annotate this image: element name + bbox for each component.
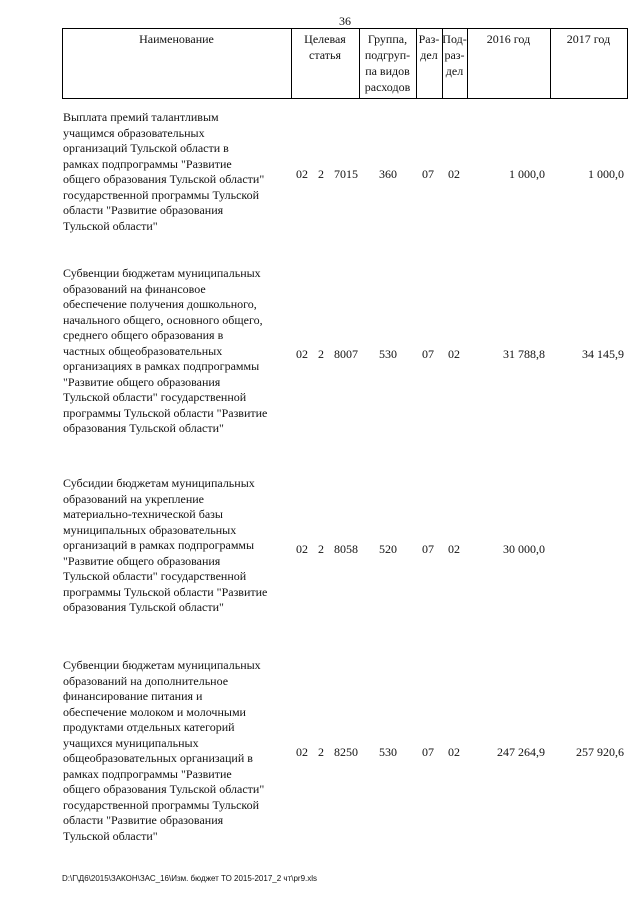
row-amount-2016: 30 000,0 xyxy=(503,542,545,556)
row-amount-2016: 247 264,9 xyxy=(497,745,545,759)
row-subprogram: 2 xyxy=(318,542,324,556)
row-amount-2017: 34 145,9 xyxy=(582,347,624,361)
row-name: Субсидии бюджетам муниципальных образований на укрепление материально-технической базы муниципальных образовательных организаций в рамках подпрограммы "Развитие общего образования Тульской области" государственной программы Тульской области "Развитие образования Тульской области" xyxy=(63,476,268,614)
row-direction: 7015 xyxy=(334,167,358,181)
header-subsection: Под- раз- дел xyxy=(442,32,467,78)
header-target-article: Целевая статья xyxy=(304,32,346,62)
header-expense-group: Группа, подгруп- па видов расходов xyxy=(364,32,411,94)
row-group: 530 xyxy=(379,347,397,361)
row-subprogram: 2 xyxy=(318,167,324,181)
row-section: 07 xyxy=(422,542,434,556)
row-name: Выплата премий талантливым учащимся образовательных организаций Тульской области в рамках подпрограммы "Развитие общего образования Тульской области" государственной программы Тульской области "Развитие образования Тульской области" xyxy=(63,110,265,233)
row-section: 07 xyxy=(422,347,434,361)
header-year-2016: 2016 год xyxy=(486,32,531,46)
row-name: Субвенции бюджетам муниципальных образований на дополнительное финансирование питания и обеспечение молоком и молочными продуктами отдельных категорий учащихся муниципальных общеобразовательных организаций в рамках подпрограммы "Развитие общего образования Тульской области" государственной программы Тульской области "Развитие образования Тульской области" xyxy=(63,658,265,843)
row-amount-2016: 1 000,0 xyxy=(509,167,545,181)
header-name: Наименование xyxy=(139,32,214,46)
row-program: 02 xyxy=(296,347,308,361)
row-group: 530 xyxy=(379,745,397,759)
row-group: 520 xyxy=(379,542,397,556)
row-amount-2017: 257 920,6 xyxy=(576,745,624,759)
row-subprogram: 2 xyxy=(318,745,324,759)
row-subsection: 02 xyxy=(448,745,460,759)
row-amount-2017: 1 000,0 xyxy=(588,167,624,181)
header-section: Раз- дел xyxy=(418,32,440,62)
row-program: 02 xyxy=(296,745,308,759)
page-number: 36 xyxy=(339,14,351,28)
row-direction: 8250 xyxy=(334,745,358,759)
row-subsection: 02 xyxy=(448,347,460,361)
row-group: 360 xyxy=(379,167,397,181)
row-subsection: 02 xyxy=(448,542,460,556)
file-path-footer: D:\Г\Д6\2015\ЗАКОН\ЗАС_16\Изм. бюджет ТО 2015-2017_2 чт\pr9.xls xyxy=(62,874,318,883)
row-direction: 8007 xyxy=(334,347,358,361)
row-amount-2016: 31 788,8 xyxy=(503,347,545,361)
row-subsection: 02 xyxy=(448,167,460,181)
row-direction: 8058 xyxy=(334,542,358,556)
header-year-2017: 2017 год xyxy=(566,32,611,46)
row-subprogram: 2 xyxy=(318,347,324,361)
row-program: 02 xyxy=(296,167,308,181)
row-section: 07 xyxy=(422,745,434,759)
row-section: 07 xyxy=(422,167,434,181)
row-program: 02 xyxy=(296,542,308,556)
row-name: Субвенции бюджетам муниципальных образований на финансовое обеспечение получения дошкольного, начального общего, основного общего, среднего общего образования в частных общеобразовательных организациях в рамках подпрограммы "Развитие общего образования Тульской области" государственной программы Тульской области "Развитие образования Тульской области" xyxy=(63,266,268,435)
